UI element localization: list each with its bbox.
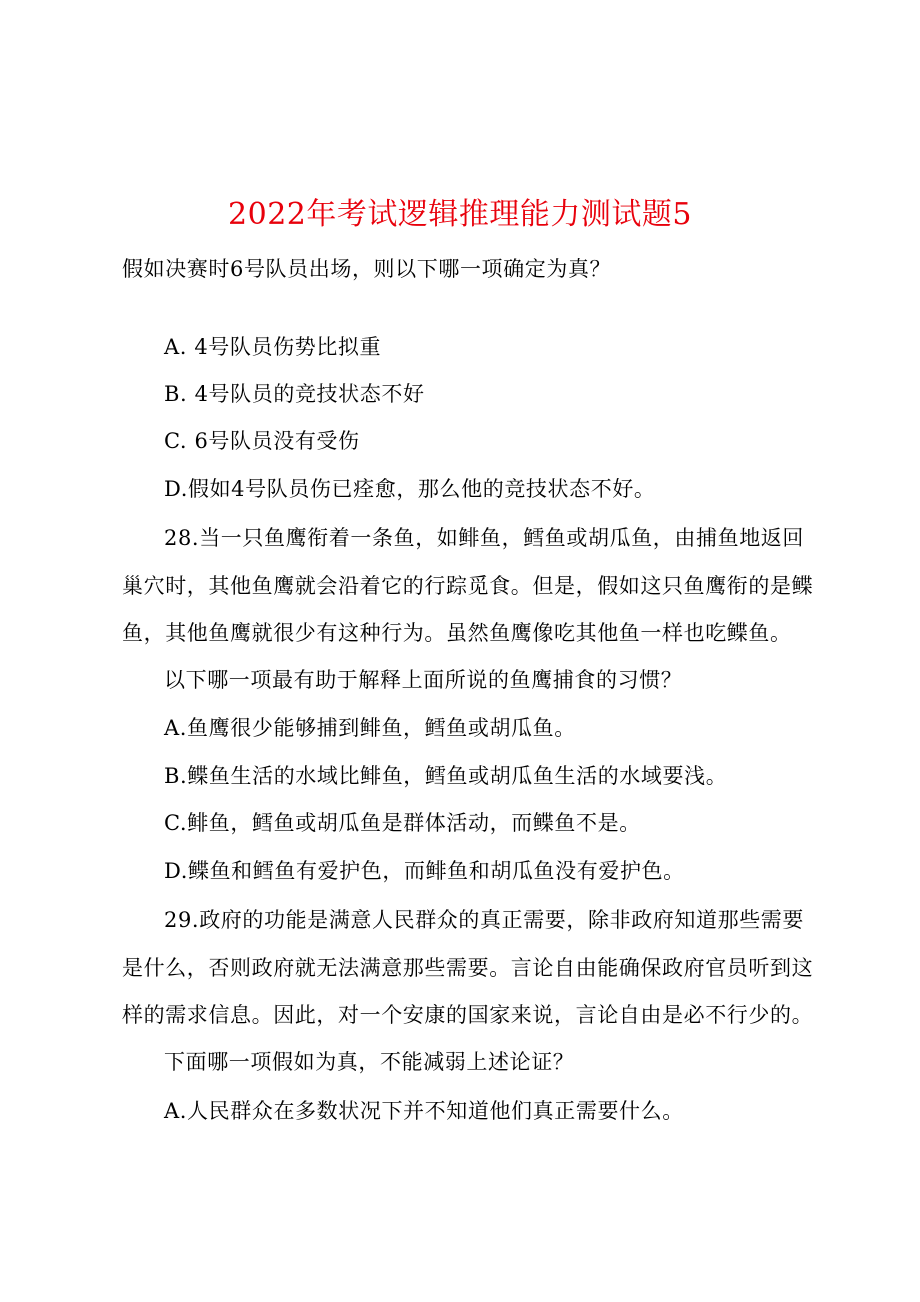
option-d: D.假如4号队员伤已痊愈，那么他的竞技状态不好。 xyxy=(164,477,656,501)
question-28-option-c: C.鲱鱼，鳕鱼或胡瓜鱼是群体活动，而鲽鱼不是。 xyxy=(164,811,641,835)
question-29-option-a: A.人民群众在多数状况下并不知道他们真正需要什么。 xyxy=(164,1099,684,1123)
question-28-option-a: A.鱼鹰很少能够捕到鲱鱼，鳕鱼或胡瓜鱼。 xyxy=(164,716,576,740)
question-28-prompt: 以下哪一项最有助于解释上面所说的鱼鹰捕食的习惯？ xyxy=(164,668,683,692)
question-28-line-3: 鱼，其他鱼鹰就很少有这种行为。虽然鱼鹰像吃其他鱼一样也吃鲽鱼。 xyxy=(122,621,792,645)
question-28-option-d: D.鲽鱼和鳕鱼有爱护色，而鲱鱼和胡瓜鱼没有爱护色。 xyxy=(164,859,685,883)
question-prompt: 假如决赛时6号队员出场，则以下哪一项确定为真？ xyxy=(122,257,612,281)
option-a: A. 4号队员伤势比拟重 xyxy=(164,335,382,359)
question-29-line-3: 样的需求信息。因此，对一个安康的国家来说，言论自由是必不行少的。 xyxy=(122,1003,814,1027)
question-28-line-2: 巢穴时，其他鱼鹰就会沿着它的行踪觅食。但是，假如这只鱼鹰衔的是鲽 xyxy=(122,574,814,598)
question-29-prompt: 下面哪一项假如为真，不能减弱上述论证？ xyxy=(164,1050,575,1074)
question-29-line-2: 是什么，否则政府就无法满意那些需要。言论自由能确保政府官员听到这 xyxy=(122,956,814,980)
question-28-option-b: B.鲽鱼生活的水域比鲱鱼，鳕鱼或胡瓜鱼生活的水域要浅。 xyxy=(164,764,728,788)
document-title: 2022年考试逻辑推理能力测试题5 xyxy=(228,197,692,232)
question-29-line-1: 29.政府的功能是满意人民群众的真正需要，除非政府知道那些需要 xyxy=(164,908,804,932)
question-28-line-1: 28.当一只鱼鹰衔着一条鱼，如鲱鱼，鳕鱼或胡瓜鱼，由捕鱼地返回 xyxy=(164,526,804,550)
option-b: B. 4号队员的竞技状态不好 xyxy=(164,382,425,406)
option-c: C. 6号队员没有受伤 xyxy=(164,429,360,453)
